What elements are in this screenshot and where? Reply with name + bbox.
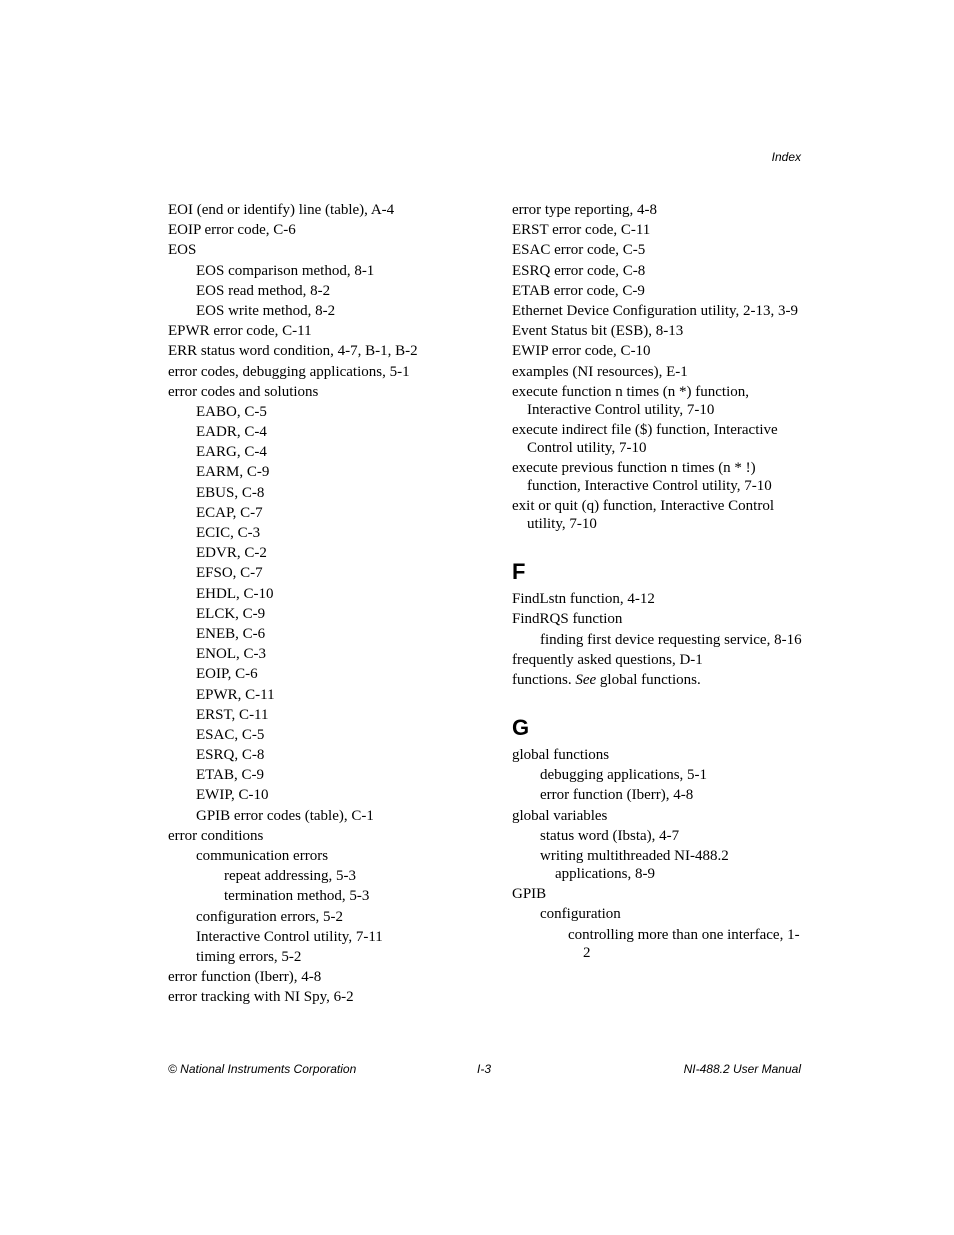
index-entry: writing multithreaded NI-488.2 applications, 8-9 [540, 847, 729, 882]
index-entry: EOIP error code, C-6 [168, 222, 296, 239]
index-entry: EDVR, C-2 [196, 545, 267, 562]
index-entry: ESAC error code, C-5 [512, 242, 646, 259]
index-entry: execute indirect file ($) function, Interactive Control utility, 7-10 [512, 421, 778, 456]
index-entry: error type reporting, 4-8 [512, 202, 657, 218]
index-entry: EOI (end or identify) line (table), A-4 [168, 202, 395, 218]
index-entries-e-continued [512, 201, 802, 533]
index-entry: ESAC, C-5 [196, 726, 265, 743]
footer-copyright: © National Instruments Corporation [168, 1062, 357, 1076]
index-entry: GPIB [512, 886, 547, 903]
index-entry: error function (Iberr), 4-8 [540, 787, 694, 804]
index-entry: EHDL, C-10 [196, 585, 274, 602]
index-entry: ESRQ, C-8 [196, 747, 265, 764]
index-entry: global variables [512, 807, 608, 824]
index-entry: execute function n times (n *) function, Interactive Control utility, 7-10 [512, 383, 750, 418]
index-entry-see-reference [512, 671, 802, 689]
index-entry: EPWR error code, C-11 [168, 323, 312, 340]
index-entry: EARM, C-9 [196, 464, 270, 481]
index-entry: ENOL, C-3 [196, 646, 266, 663]
index-entry: debugging applications, 5-1 [540, 767, 708, 784]
index-entry: finding first device requesting service, 8-16 [540, 631, 802, 648]
index-entry: error conditions [168, 827, 264, 844]
index-entry: ETAB, C-9 [196, 767, 264, 784]
index-entry: communication errors [196, 848, 329, 864]
index-entry: termination method, 5-3 [224, 888, 370, 905]
index-entries-f [512, 590, 802, 669]
index-entry: EADR, C-4 [196, 424, 267, 441]
index-entry: ELCK, C-9 [196, 605, 266, 622]
index-entry: EOS [168, 242, 197, 259]
index-entry: ENEB, C-6 [196, 625, 266, 642]
index-entry: global functions [512, 747, 610, 763]
index-entry: EOS comparison method, 8-1 [196, 262, 375, 279]
see-keyword: See [575, 672, 597, 688]
index-entry: configuration errors, 5-2 [196, 908, 344, 925]
index-entry: ECIC, C-3 [196, 525, 261, 541]
index-entry: GPIB error codes (table), C-1 [196, 807, 374, 824]
index-entry: repeat addressing, 5-3 [224, 868, 357, 885]
section-letter-f: F [512, 559, 526, 585]
index-entry: exit or quit (q) function, Interactive Control utility, 7-10 [512, 498, 775, 533]
index-column-left [168, 201, 488, 1009]
index-entry: examples (NI resources), E-1 [512, 363, 688, 380]
index-entry: error tracking with NI Spy, 6-2 [168, 989, 354, 1006]
index-entry: ERST error code, C-11 [512, 222, 651, 239]
index-entry: EFSO, C-7 [196, 565, 263, 582]
index-entry: EPWR, C-11 [196, 686, 275, 703]
index-entry: timing errors, 5-2 [196, 948, 302, 965]
index-entry: EABO, C-5 [196, 403, 267, 420]
index-entry: Ethernet Device Configuration utility, 2-13, 3-9 [512, 302, 799, 319]
index-entry: FindRQS function [512, 611, 623, 628]
index-entry: error function (Iberr), 4-8 [168, 969, 322, 986]
footer-page-number: I-3 [477, 1062, 492, 1076]
section-letter-g: G [512, 715, 530, 740]
header-section-label: Index [771, 150, 801, 164]
index-entry: ETAB error code, C-9 [512, 282, 645, 299]
index-column-right [512, 201, 802, 964]
index-entry: EOIP, C-6 [196, 666, 258, 683]
index-entry: ECAP, C-7 [196, 504, 263, 521]
index-entry: configuration [540, 906, 621, 923]
index-entry: EWIP error code, C-10 [512, 343, 651, 360]
index-entry: error codes and solutions [168, 383, 319, 400]
index-entry: ESRQ error code, C-8 [512, 262, 646, 279]
index-entry: Event Status bit (ESB), 8-13 [512, 323, 684, 340]
index-entry: EOS write method, 8-2 [196, 302, 336, 319]
index-entry: EARG, C-4 [196, 444, 267, 461]
index-entry: ERST, C-11 [196, 706, 269, 723]
index-entry: ERR status word condition, 4-7, B-1, B-2 [168, 343, 418, 360]
index-entry: Interactive Control utility, 7-11 [196, 928, 383, 945]
index-entry: EOS read method, 8-2 [196, 282, 331, 299]
index-entry: EWIP, C-10 [196, 787, 269, 804]
index-entry: controlling more than one interface, 1-2 [568, 926, 800, 961]
see-entry-after: global functions. [596, 672, 701, 688]
index-entry: FindLstn function, 4-12 [512, 591, 655, 608]
footer-manual-title: NI-488.2 User Manual [683, 1062, 801, 1076]
index-entry: error codes, debugging applications, 5-1 [168, 363, 410, 380]
index-entry: execute previous function n times (n * !) function, Interactive Control utility, 7-10 [512, 460, 772, 495]
index-entries-g [512, 746, 802, 962]
see-entry-before: functions. [512, 672, 576, 688]
index-entry: status word (Ibsta), 4-7 [540, 827, 680, 844]
index-entry: EBUS, C-8 [196, 484, 265, 501]
index-entry: frequently asked questions, D-1 [512, 651, 703, 668]
